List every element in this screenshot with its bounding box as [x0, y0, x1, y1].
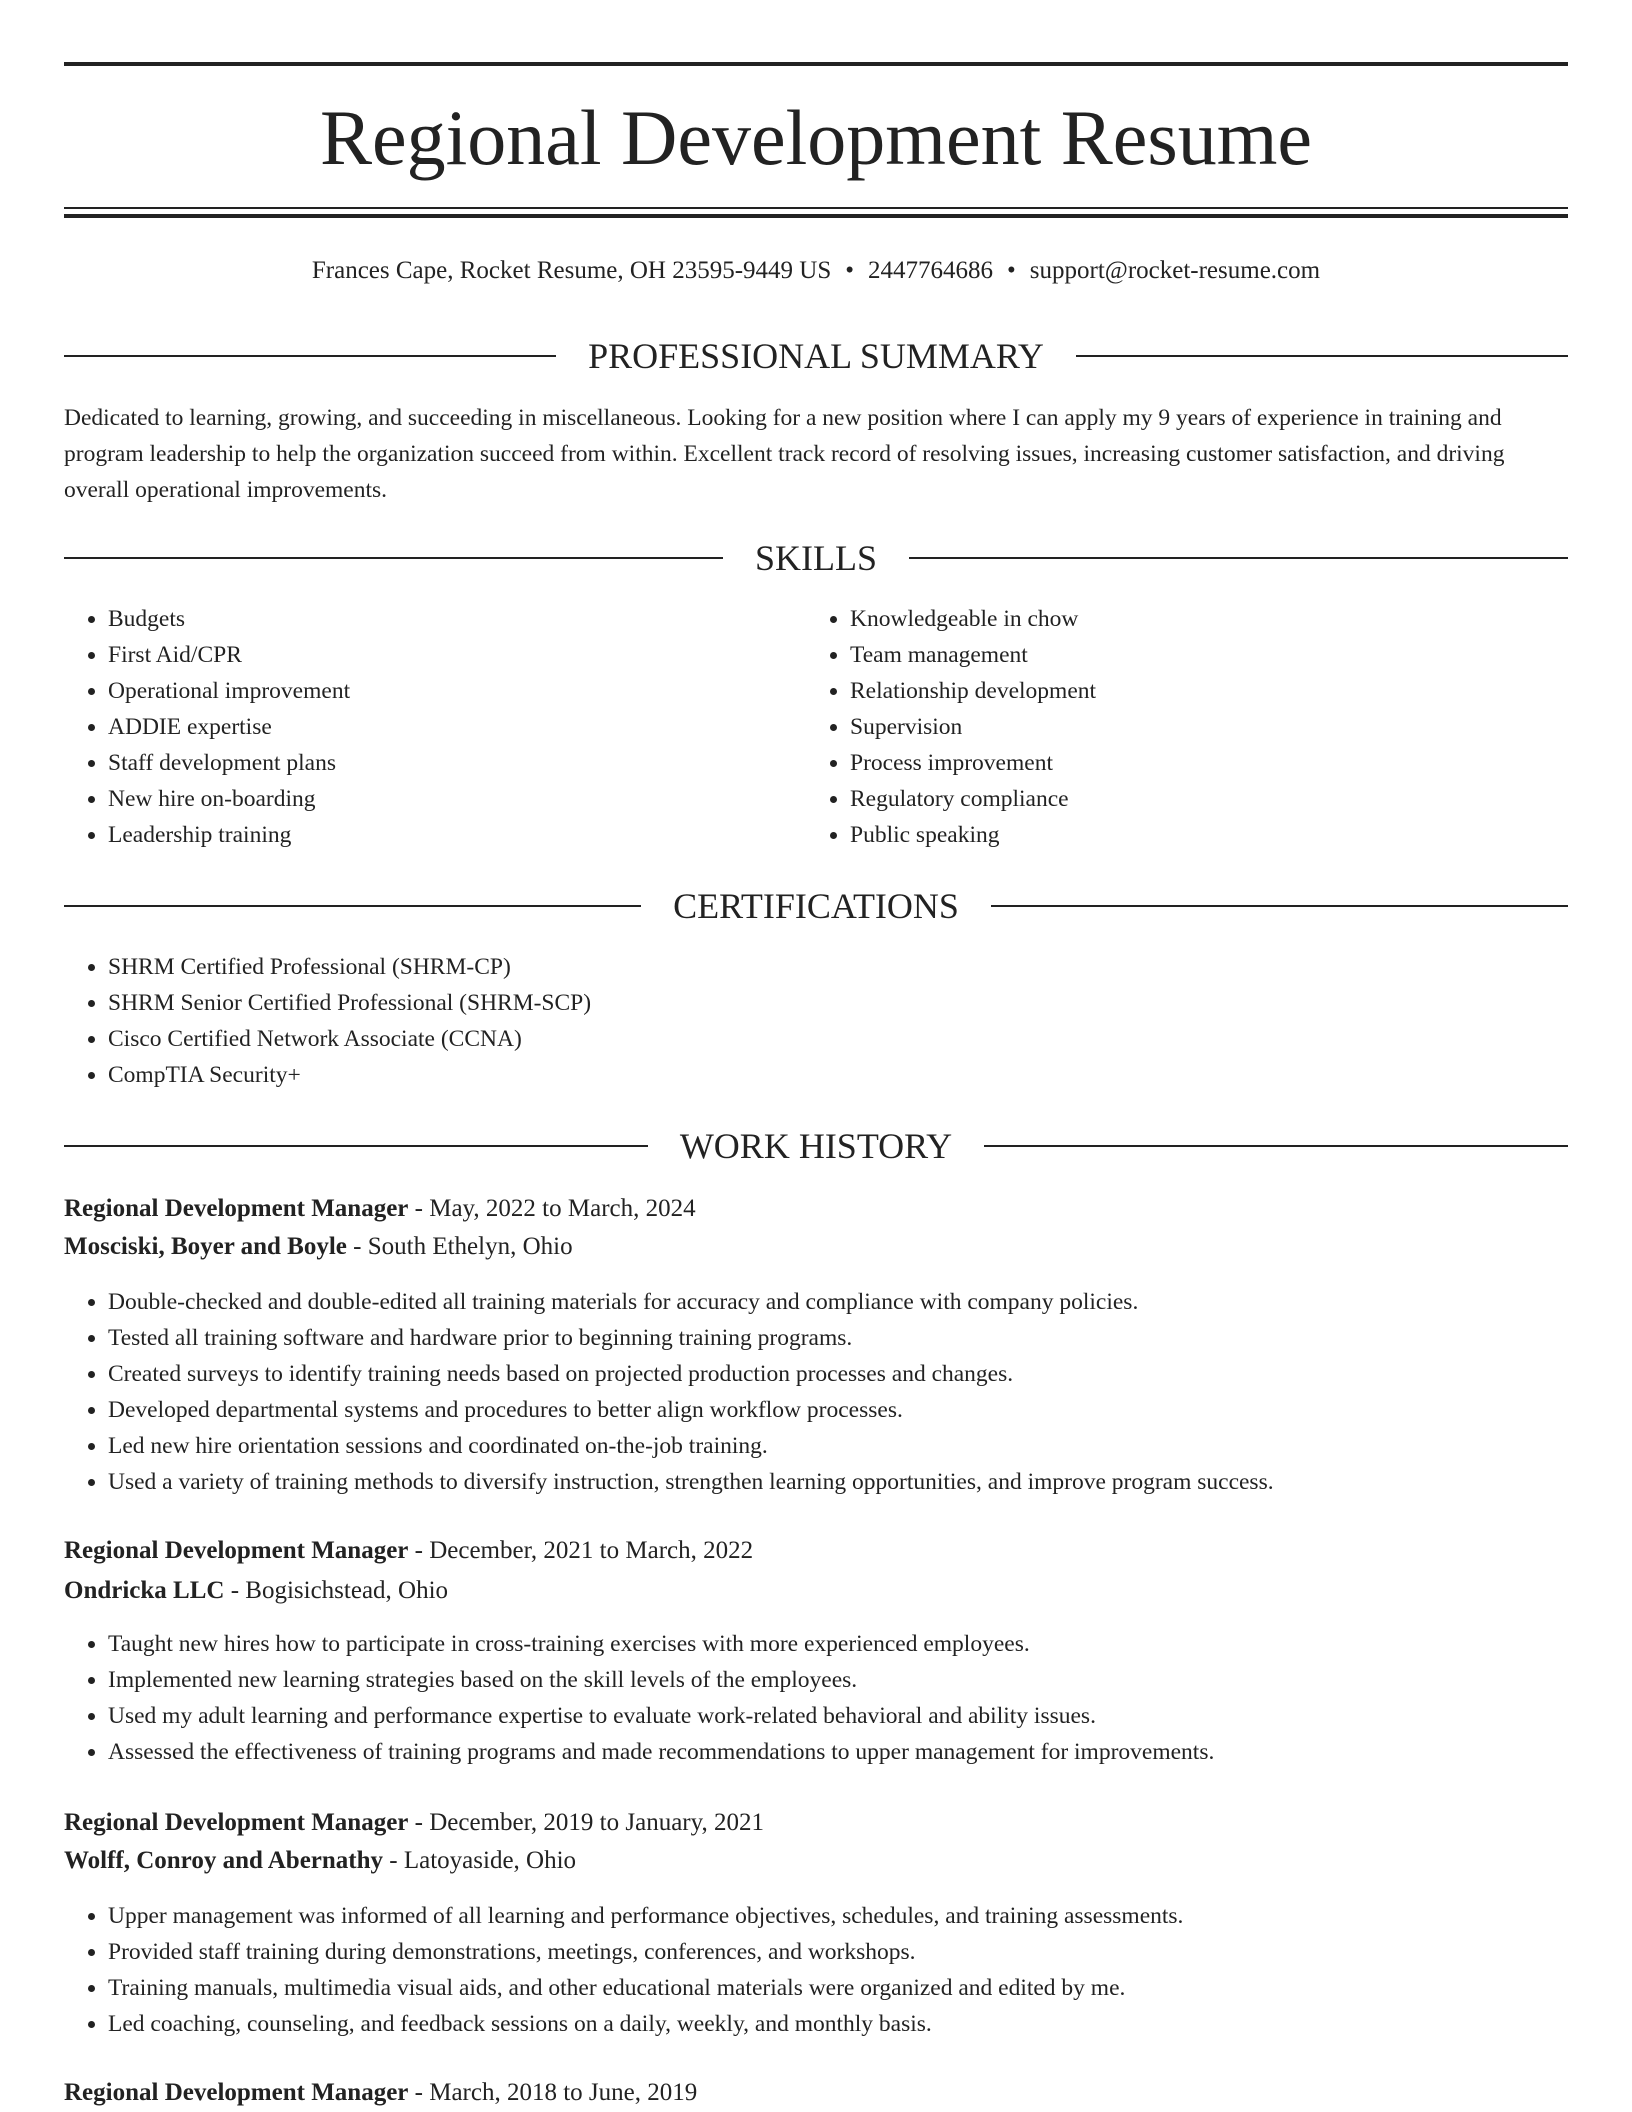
job-location: - Bogisichstead, Ohio — [224, 1577, 449, 1604]
job-company: Ondricka LLC — [64, 1577, 225, 1604]
job-title-line — [64, 2076, 1568, 2110]
job-title-line — [64, 1192, 1568, 1226]
job-duty: • Double-checked and double-edited all training materials for accuracy and compliance with company policies. — [108, 1284, 1568, 1320]
certification-item: • Cisco Certified Network Associate (CCNA) — [108, 1021, 1568, 1057]
job-duties-list — [64, 1626, 1568, 1770]
skill-item: • Budgets — [108, 601, 808, 637]
skill-item: • Regulatory compliance — [850, 781, 1550, 817]
section-title: WORK HISTORY — [679, 1126, 953, 1166]
certification-item: • CompTIA Security+ — [108, 1057, 1568, 1093]
heading-rule — [64, 557, 723, 559]
job-dates: - December, 2021 to March, 2022 — [408, 1537, 754, 1564]
contact-email: support@rocket-resume.com — [1029, 257, 1321, 284]
job-duty: • Training manuals, multimedia visual aids, and other educational materials were organized and edited by me. — [108, 1970, 1568, 2006]
job-dates: - December, 2019 to January, 2021 — [408, 1809, 764, 1836]
job-location: - Latoyaside, Ohio — [383, 1847, 577, 1874]
skill-item: • Supervision — [850, 709, 1550, 745]
skill-item: • First Aid/CPR — [108, 637, 808, 673]
skill-item: • Relationship development — [850, 673, 1550, 709]
skill-item: • ADDIE expertise — [108, 709, 808, 745]
job-title-line — [64, 1534, 1568, 1568]
job-title: Regional Development Manager — [64, 2079, 409, 2106]
job-duty: • Assessed the effectiveness of training programs and made recommendations to upper management for improvements. — [108, 1734, 1568, 1770]
job-duty: • Led new hire orientation sessions and coordinated on-the-job training. — [108, 1428, 1568, 1464]
certification-item: • SHRM Certified Professional (SHRM-CP) — [108, 949, 1568, 985]
section-title: SKILLS — [755, 538, 878, 578]
header-top-rule — [64, 62, 1568, 66]
skills-list-right — [806, 601, 1550, 853]
job-location: - South Ethelyn, Ohio — [346, 1233, 573, 1260]
skill-item: • New hire on-boarding — [108, 781, 808, 817]
heading-rule — [64, 1145, 648, 1147]
section-heading-work-history — [64, 1124, 1568, 1168]
job-title: Regional Development Manager — [64, 1809, 409, 1836]
job-dates: - May, 2022 to March, 2024 — [408, 1195, 696, 1222]
job-duty: • Provided staff training during demonstrations, meetings, conferences, and workshops. — [108, 1934, 1568, 1970]
job-title: Regional Development Manager — [64, 1195, 409, 1222]
heading-rule — [984, 1145, 1568, 1147]
skills-list-left — [64, 601, 808, 853]
heading-rule — [1076, 355, 1568, 357]
job-company-line — [64, 1844, 1568, 1878]
job-company-line — [64, 1230, 1568, 1264]
heading-rule — [64, 905, 641, 907]
skill-item: • Team management — [850, 637, 1550, 673]
header-rule-upper — [64, 207, 1568, 209]
summary-text: Dedicated to learning, growing, and succeeding in miscellaneous. Looking for a new position where I can apply my 9 years of experience in training and program leadership to help the organization succeed from within. Excellent track record of resolving issues, increasing customer satisfaction, and driving overall operational improvements. — [64, 405, 1505, 503]
skill-item: • Public speaking — [850, 817, 1550, 853]
skill-item: • Staff development plans — [108, 745, 808, 781]
section-heading-summary — [64, 334, 1568, 378]
job-company-line — [64, 1574, 1568, 1608]
section-title: PROFESSIONAL SUMMARY — [588, 336, 1044, 376]
job-duty: • Implemented new learning strategies based on the skill levels of the employees. — [108, 1662, 1568, 1698]
heading-rule — [909, 557, 1568, 559]
contact-phone: 2447764686 — [868, 257, 994, 284]
section-title: CERTIFICATIONS — [673, 886, 959, 926]
job-company: Mosciski, Boyer and Boyle — [64, 1233, 347, 1260]
section-heading-skills — [64, 536, 1568, 580]
header-rule-lower — [64, 214, 1568, 218]
job-duty: • Used my adult learning and performance expertise to evaluate work-related behavioral and ability issues. — [108, 1698, 1568, 1734]
job-dates: - March, 2018 to June, 2019 — [408, 2079, 698, 2106]
job-duty: • Tested all training software and hardware prior to beginning training programs. — [108, 1320, 1568, 1356]
job-duties-list — [64, 1898, 1568, 2042]
contact-line — [64, 254, 1568, 288]
heading-rule — [991, 905, 1568, 907]
job-duty: • Led coaching, counseling, and feedback sessions on a daily, weekly, and monthly basis. — [108, 2006, 1568, 2042]
skill-item: • Operational improvement — [108, 673, 808, 709]
skill-item: • Knowledgeable in chow — [850, 601, 1550, 637]
skill-item: • Leadership training — [108, 817, 808, 853]
certifications-list — [64, 949, 1568, 1093]
contact-separator: • — [845, 257, 855, 284]
job-duty: • Taught new hires how to participate in cross-training exercises with more experienced employees. — [108, 1626, 1568, 1662]
job-duty: • Developed departmental systems and procedures to better align workflow processes. — [108, 1392, 1568, 1428]
resume-title: Regional Development Resume — [319, 94, 1313, 181]
contact-address: Frances Cape, Rocket Resume, OH 23595-9449 US — [311, 257, 832, 284]
job-duty: • Used a variety of training methods to diversify instruction, strengthen learning opportunities, and improve program success. — [108, 1464, 1568, 1500]
job-title: Regional Development Manager — [64, 1537, 409, 1564]
job-duty: • Upper management was informed of all learning and performance objectives, schedules, and training assessments. — [108, 1898, 1568, 1934]
job-duty: • Created surveys to identify training needs based on projected production processes and changes. — [108, 1356, 1568, 1392]
heading-rule — [64, 355, 556, 357]
skill-item: • Process improvement — [850, 745, 1550, 781]
job-company: Wolff, Conroy and Abernathy — [64, 1847, 384, 1874]
job-title-line — [64, 1806, 1568, 1840]
section-heading-certifications — [64, 884, 1568, 928]
job-duties-list — [64, 1284, 1568, 1500]
contact-separator: • — [1007, 257, 1016, 284]
certification-item: • SHRM Senior Certified Professional (SHRM-SCP) — [108, 985, 1568, 1021]
